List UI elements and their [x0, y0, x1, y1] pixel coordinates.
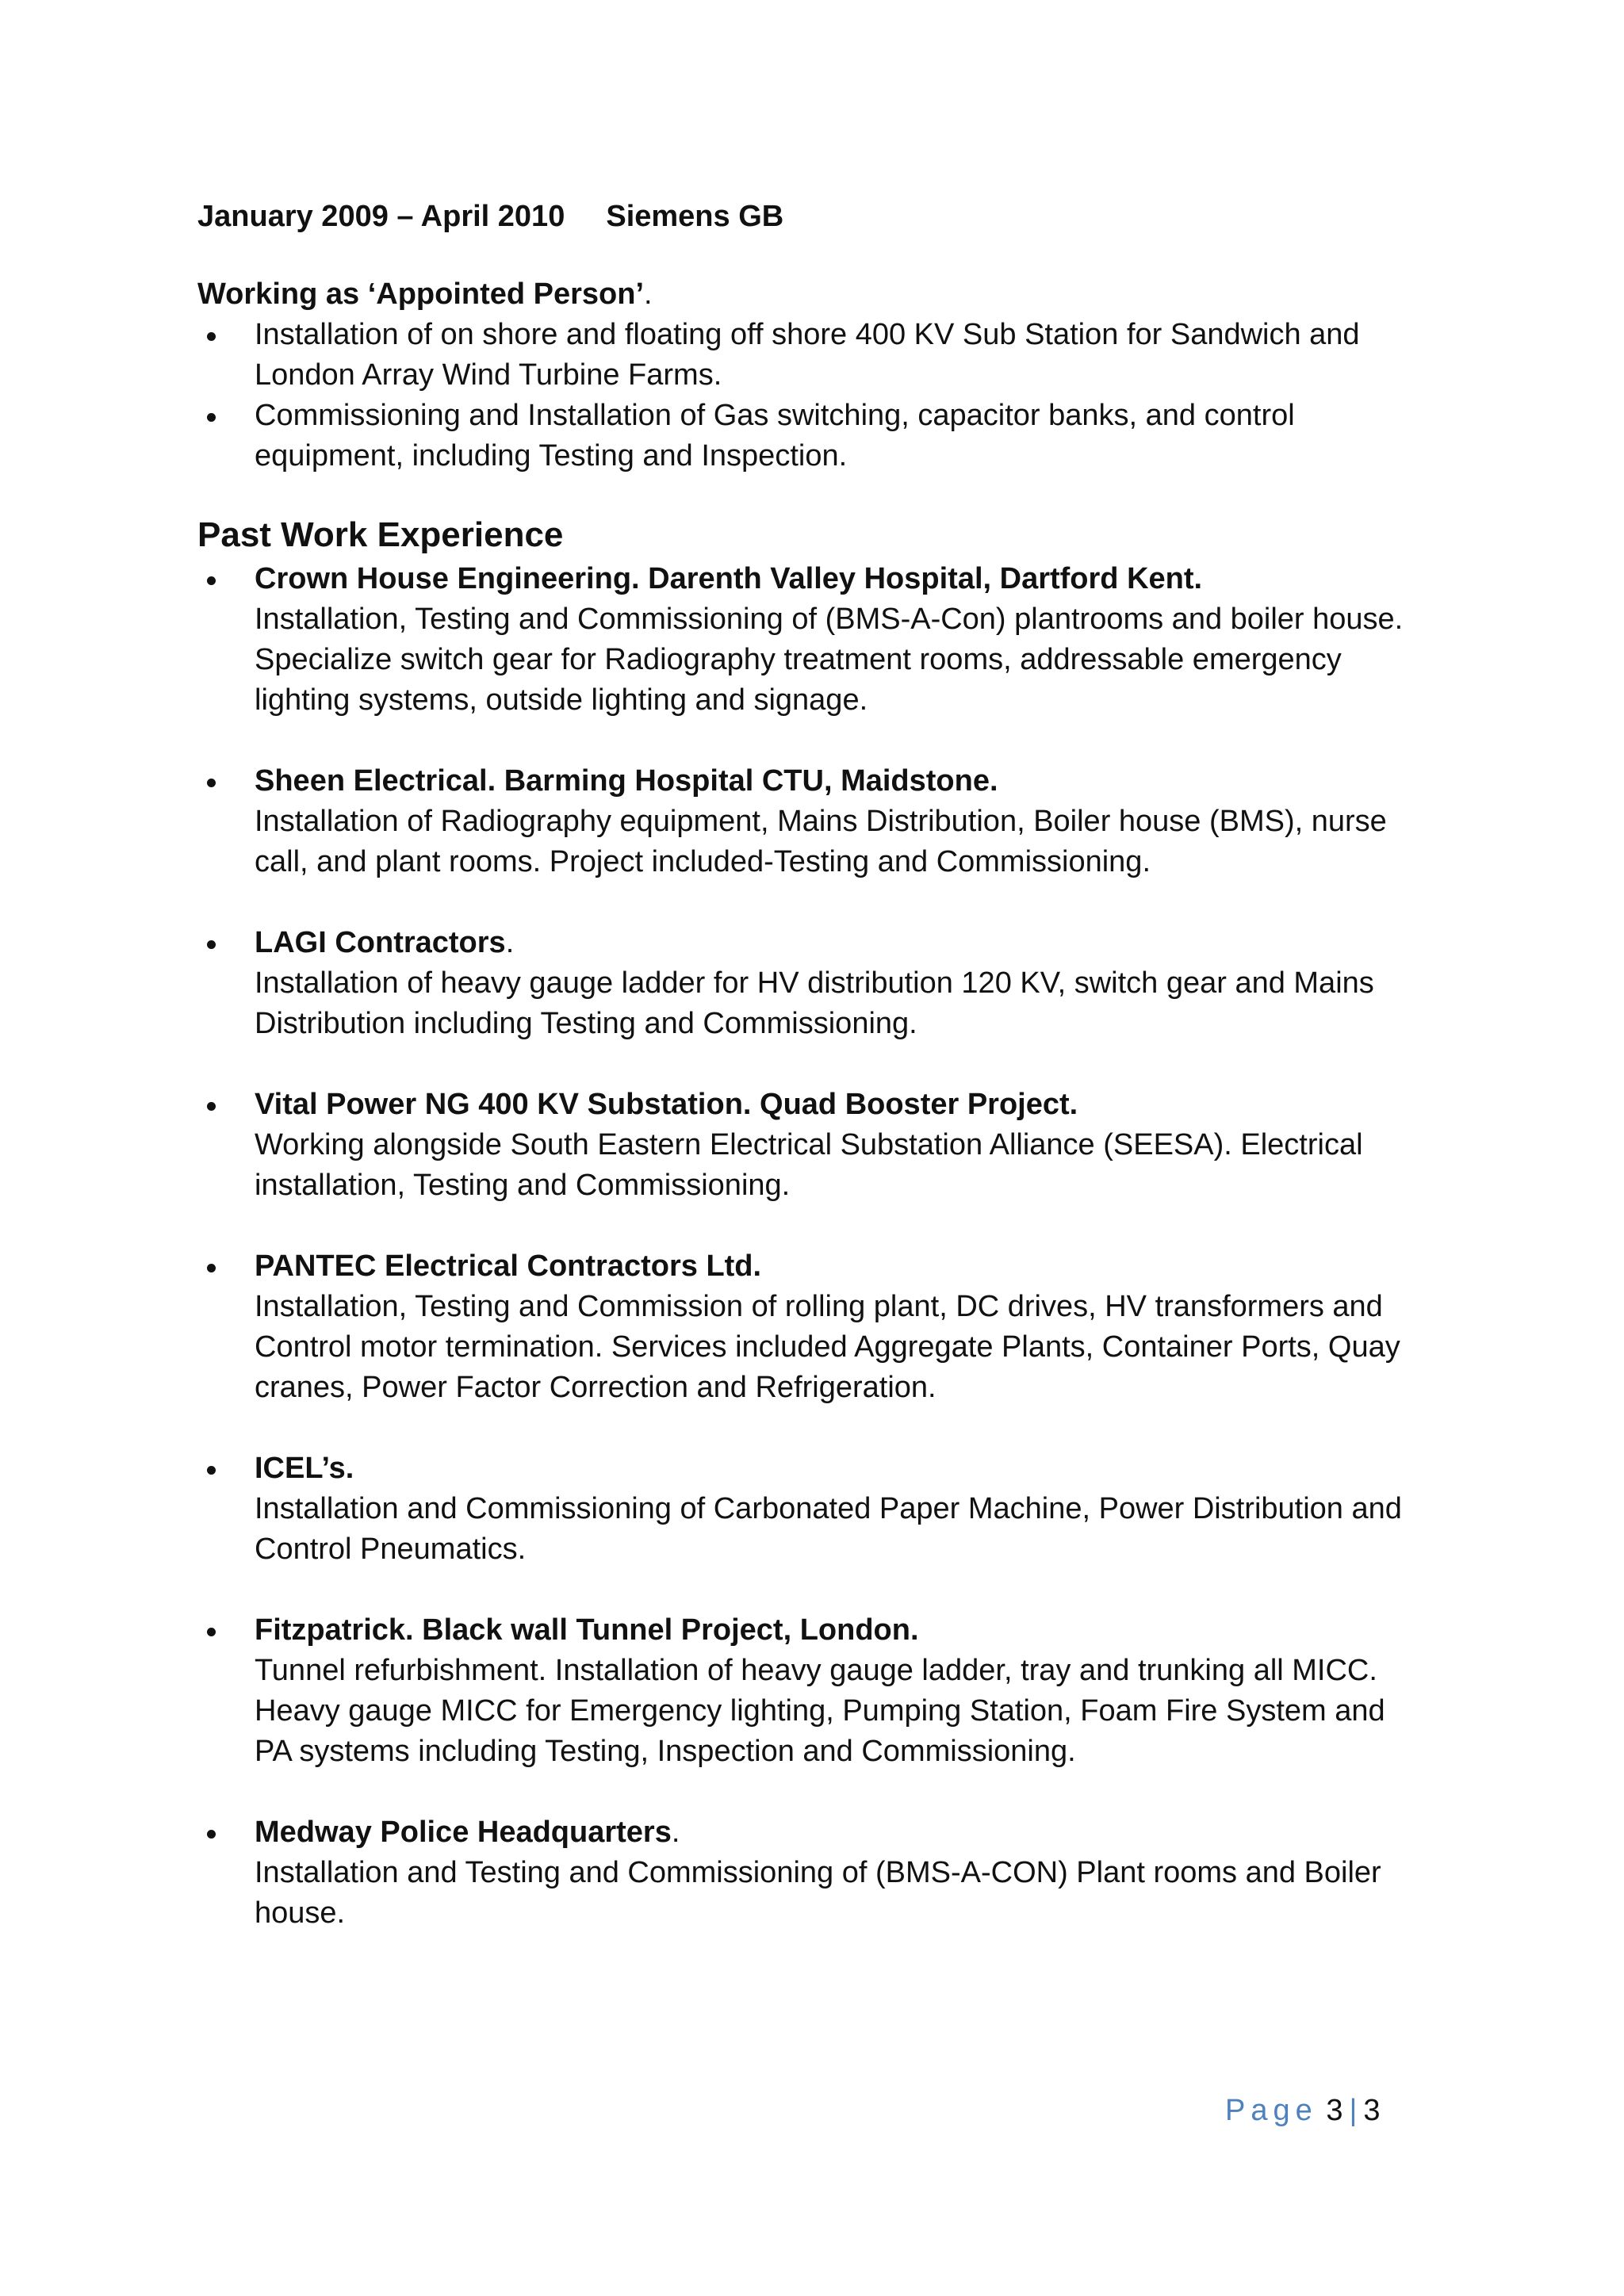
- employer-name: Medway Police Headquarters: [255, 1816, 672, 1849]
- past-work-list: [197, 559, 1419, 1934]
- total-pages-number: 3: [1363, 2094, 1381, 2127]
- bullet-icon: [207, 413, 216, 422]
- list-item: [197, 761, 1419, 882]
- list-item: [197, 1610, 1419, 1772]
- job-role: [197, 274, 1419, 315]
- employer-title: [255, 1246, 1419, 1287]
- employer-description: Working alongside South Eastern Electrical Substation Alliance (SEESA). Electrical installation, Testing and Commissioning.: [255, 1128, 1363, 1202]
- title-suffix: .: [671, 1816, 680, 1849]
- list-item: [197, 396, 1419, 476]
- current-page-number: 3: [1326, 2094, 1343, 2127]
- employer-name: Crown House Engineering. Darenth Valley Hospital, Dartford Kent.: [255, 562, 1203, 595]
- employer-description: Installation of Radiography equipment, Mains Distribution, Boiler house (BMS), nurse call, and plant rooms. Project included-Testing and Commissioning.: [255, 805, 1387, 878]
- employer-name: LAGI Contractors: [255, 926, 506, 959]
- bullet-text: Commissioning and Installation of Gas switching, capacitor banks, and control equipment, including Testing and Inspection.: [255, 399, 1295, 473]
- list-item: [197, 923, 1419, 1044]
- employer-title: [255, 559, 1419, 599]
- page-number-footer: [1225, 2091, 1380, 2131]
- job-dates: January 2009 – April 2010: [197, 200, 565, 233]
- title-suffix: .: [505, 926, 515, 959]
- employer-description: Installation of heavy gauge ladder for HV distribution 120 KV, switch gear and Mains Distribution including Testing and Commissioning.: [255, 966, 1374, 1040]
- list-item: [197, 1085, 1419, 1206]
- employer-name: PANTEC Electrical Contractors Ltd.: [255, 1249, 762, 1283]
- employer-title: [255, 761, 1419, 802]
- employer-title: [255, 1085, 1419, 1125]
- employer-name: Fitzpatrick. Black wall Tunnel Project, London.: [255, 1613, 919, 1647]
- employer-title: [255, 923, 1419, 963]
- bullet-icon: [207, 1628, 216, 1636]
- list-item: [197, 1812, 1419, 1934]
- bullet-icon: [207, 779, 216, 787]
- bullet-icon: [207, 1264, 216, 1272]
- employer-description: Installation, Testing and Commissioning of (BMS-A-Con) plantrooms and boiler house. Specialize switch gear for Radiography treatment rooms, addressable emergency lighting systems, outside lighting and signage.: [255, 603, 1404, 717]
- list-item: [197, 1448, 1419, 1570]
- bullet-text: Installation of on shore and floating off shore 400 KV Sub Station for Sandwich and London Array Wind Turbine Farms.: [255, 318, 1360, 392]
- page-content: [197, 197, 1419, 1934]
- bullet-icon: [207, 1102, 216, 1111]
- bullet-icon: [207, 1830, 216, 1839]
- page-separator: |: [1349, 2094, 1358, 2127]
- list-item: [197, 1246, 1419, 1408]
- employer-description: Tunnel refurbishment. Installation of heavy gauge ladder, tray and trunking all MICC. Heavy gauge MICC for Emergency lighting, Pumping Station, Foam Fire System and PA systems including Testing, Inspection and Commissioning.: [255, 1654, 1385, 1768]
- employer-description: Installation and Commissioning of Carbonated Paper Machine, Power Distribution and Control Pneumatics.: [255, 1492, 1402, 1566]
- list-item: [197, 559, 1419, 721]
- page-label: Page: [1225, 2094, 1318, 2127]
- employer-title: [255, 1610, 1419, 1651]
- current-job-bullets: [197, 315, 1419, 476]
- bullet-icon: [207, 576, 216, 585]
- employer-name: ICEL’s.: [255, 1452, 354, 1485]
- bullet-icon: [207, 332, 216, 341]
- role-suffix: .: [644, 277, 653, 311]
- job-header: [197, 197, 1419, 237]
- employer-title: [255, 1812, 1419, 1853]
- bullet-icon: [207, 1466, 216, 1475]
- bullet-icon: [207, 940, 216, 949]
- employer-title: [255, 1448, 1419, 1489]
- employer-description: Installation, Testing and Commission of rolling plant, DC drives, HV transformers and Control motor termination. Services included Aggregate Plants, Container Ports, Quay cranes, Power Factor Correction and Refrigeration.: [255, 1290, 1400, 1404]
- employer-description: Installation and Testing and Commissioning of (BMS-A-CON) Plant rooms and Boiler house.: [255, 1856, 1381, 1930]
- employer-name: Vital Power NG 400 KV Substation. Quad Booster Project.: [255, 1088, 1078, 1121]
- employer-name: Sheen Electrical. Barming Hospital CTU, Maidstone.: [255, 764, 998, 798]
- role-title: ‘Appointed Person’: [367, 277, 645, 311]
- section-heading-past-work: Past Work Experience: [197, 515, 564, 554]
- list-item: [197, 315, 1419, 396]
- job-company: Siemens GB: [606, 200, 784, 233]
- role-prefix: Working as: [197, 277, 368, 311]
